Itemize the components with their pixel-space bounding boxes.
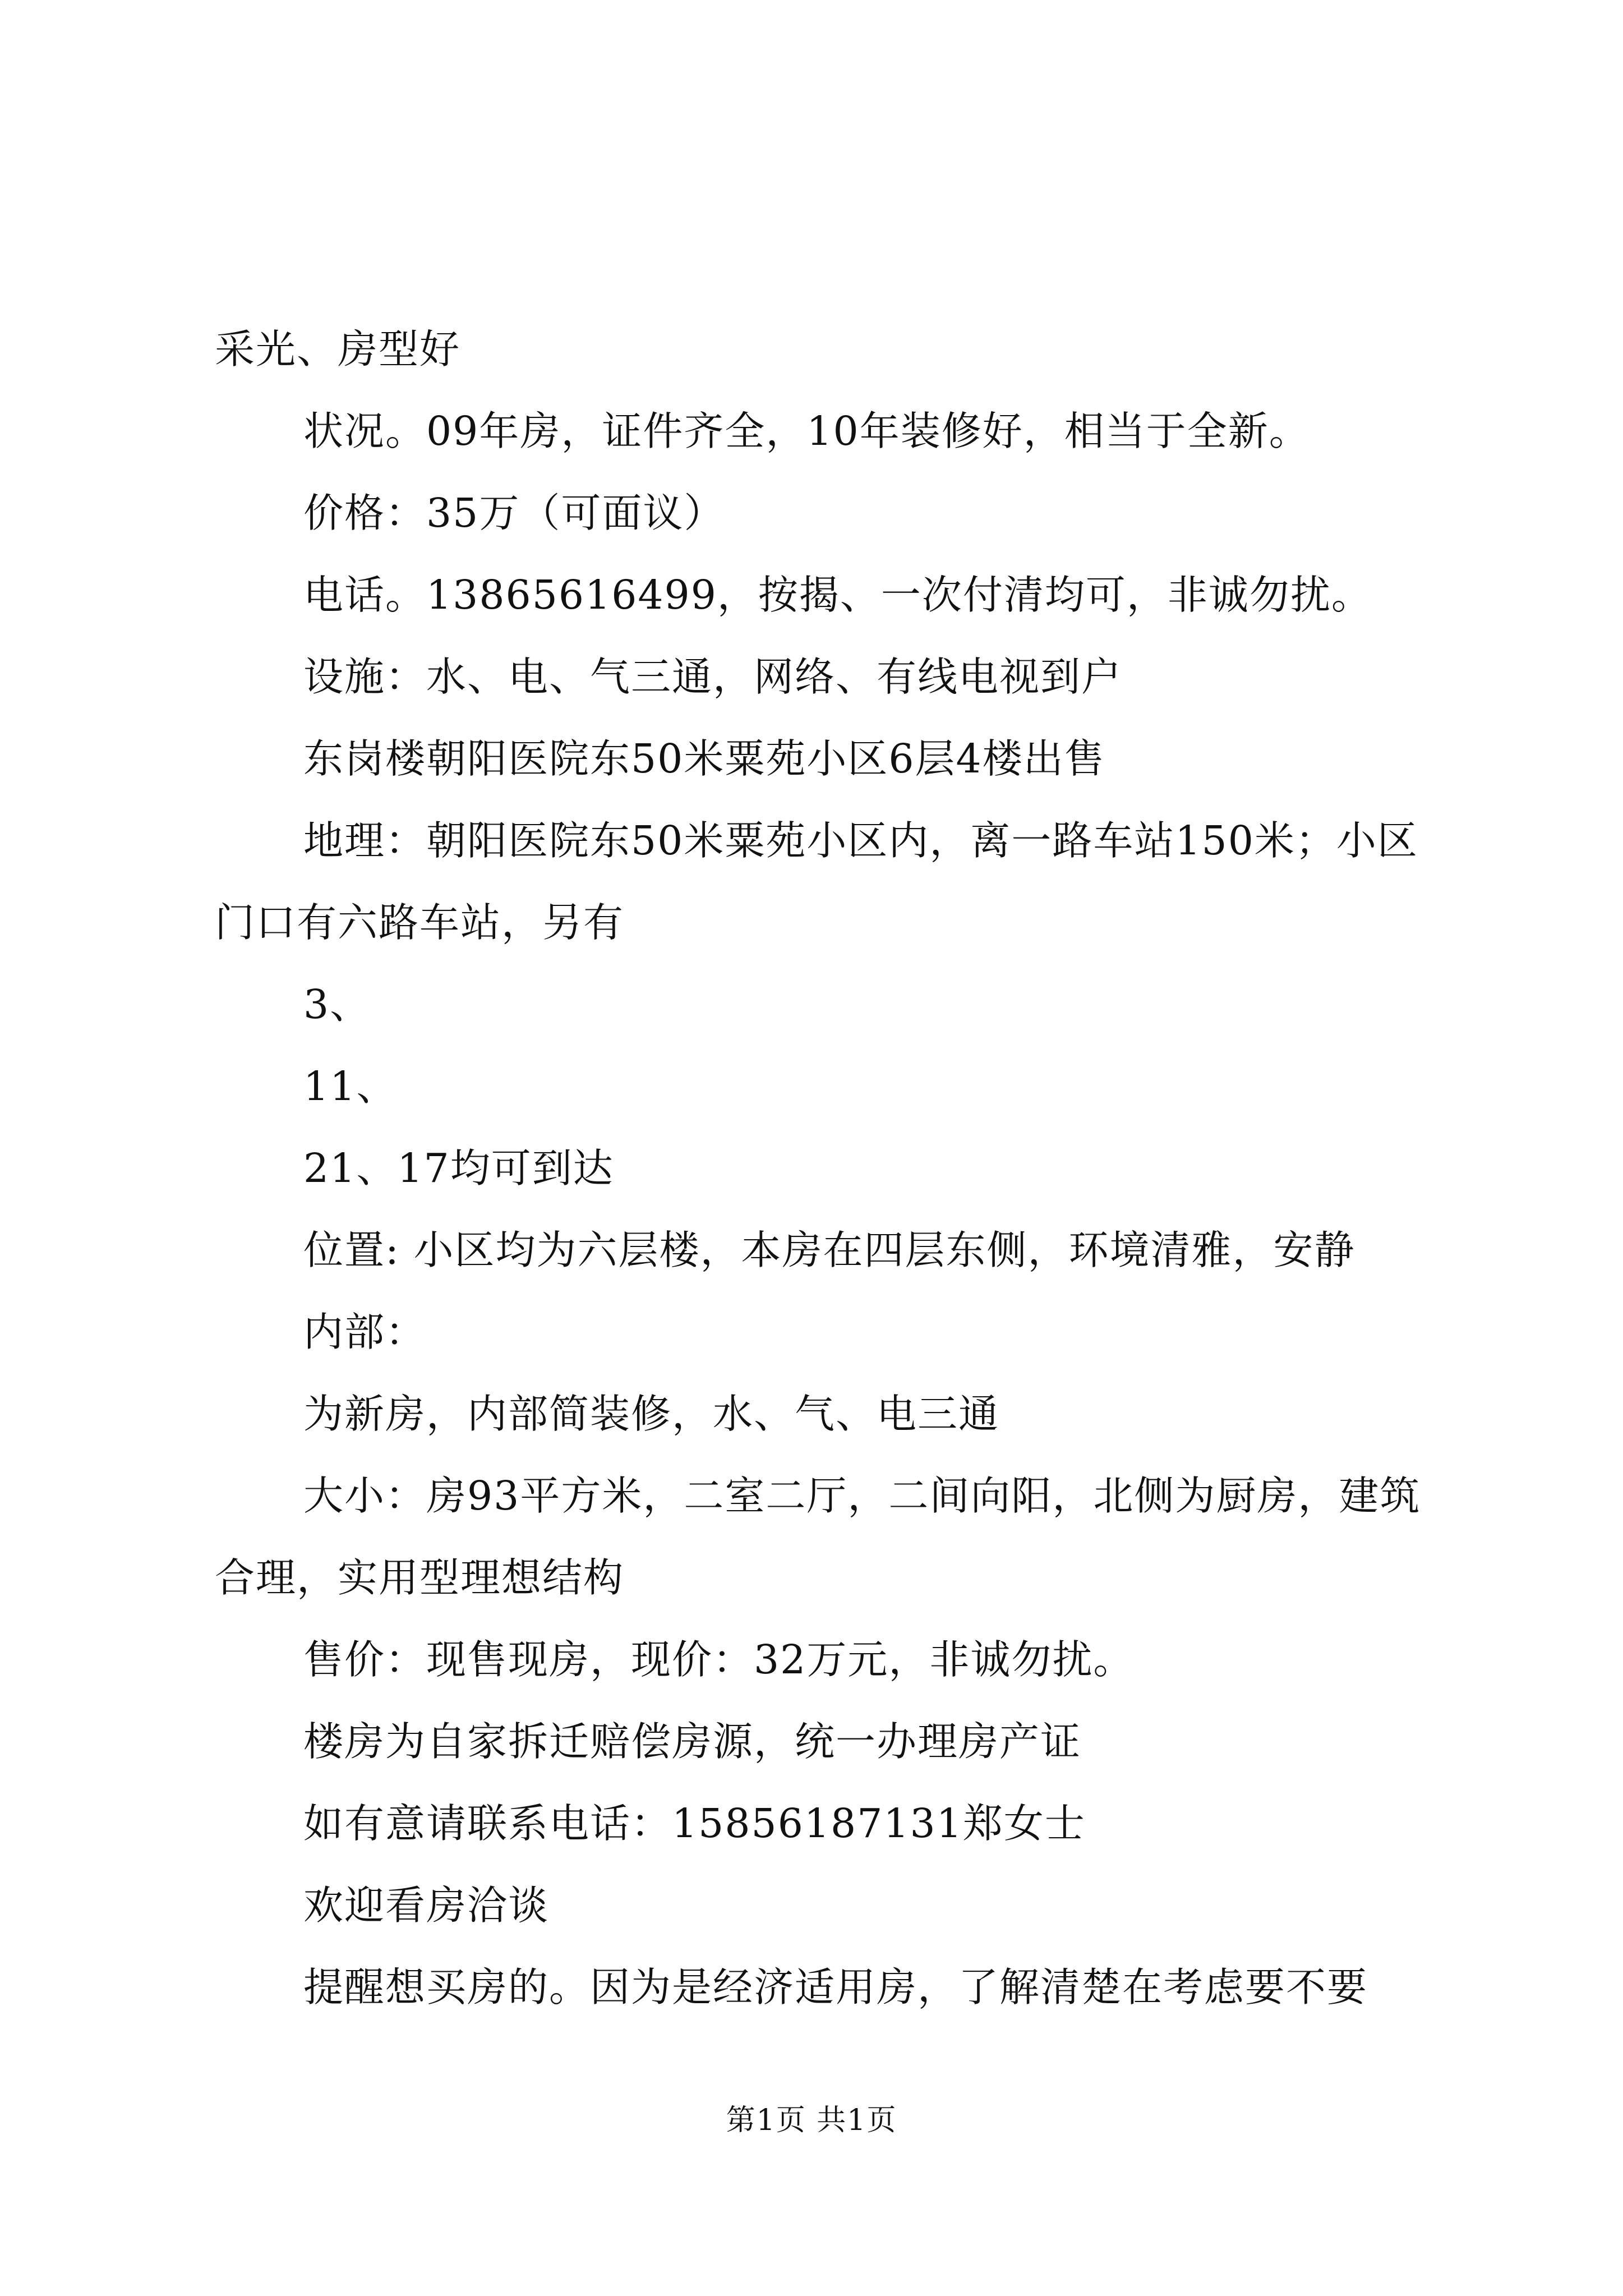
paragraph: 地理：朝阳医院东50米粟苑小区内，离一路车站150米；小区门口有六路车站，另有 <box>215 817 1418 946</box>
document-body <box>215 309 1432 2028</box>
paragraph: 价格：35万（可面议） <box>303 490 725 536</box>
paragraph: 21、17均可到达 <box>303 1145 614 1191</box>
paragraph: 为新房，内部简装修，水、气、电三通 <box>303 1391 1000 1437</box>
paragraph: 售价：现售现房，现价：32万元，非诚勿扰。 <box>303 1636 1135 1683</box>
paragraph: 楼房为自家拆迁赔偿房源，统一办理房产证 <box>303 1718 1082 1765</box>
paragraph: 电话。13865616499，按揭、一次付清均可，非诚勿扰。 <box>303 572 1372 618</box>
paragraph: 状况。09年房，证件齐全，10年装修好，相当于全新。 <box>303 408 1310 454</box>
paragraph: 欢迎看房洽谈 <box>303 1882 550 1929</box>
paragraph: 11、 <box>303 1063 398 1110</box>
paragraph: 3、 <box>303 981 371 1028</box>
page-footer: 第1页 共1页 <box>726 2104 897 2137</box>
paragraph: 大小：房93平方米，二室二厅，二间向阳，北侧为厨房，建筑合理，实用型理想结构 <box>215 1473 1421 1601</box>
paragraph: 采光、房型好 <box>215 326 461 372</box>
paragraph: 设施：水、电、气三通，网络、有线电视到户 <box>303 654 1123 700</box>
paragraph: 东岗楼朝阳医院东50米粟苑小区6层4楼出售 <box>303 735 1105 782</box>
paragraph: 提醒想买房的。因为是经济适用房，了解清楚在考虑要不要 <box>303 1964 1368 2010</box>
paragraph: 位置: 小区均为六层楼，本房在四层东侧，环境清雅，安静 <box>303 1227 1355 1273</box>
paragraph: 内部： <box>303 1309 427 1355</box>
paragraph: 如有意请联系电话：15856187131郑女士 <box>303 1800 1086 1847</box>
